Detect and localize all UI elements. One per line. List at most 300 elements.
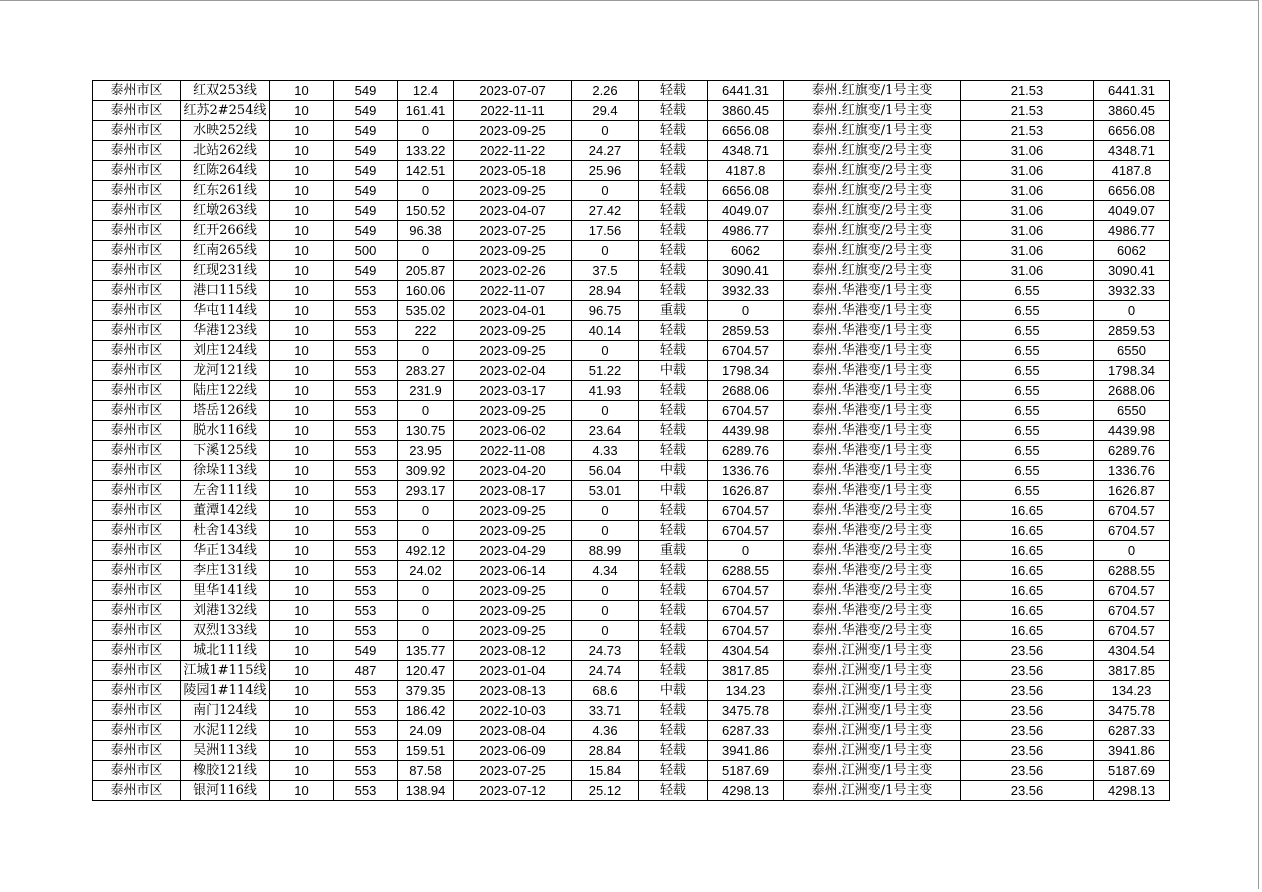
cell-status: 轻载: [639, 141, 708, 161]
cell-region: 泰州市区: [93, 361, 181, 381]
cell-region: 泰州市区: [93, 561, 181, 581]
cell-main-rate: 31.06: [961, 201, 1094, 221]
cell-load: 309.92: [398, 461, 454, 481]
cell-voltage: 10: [270, 361, 334, 381]
cell-available: 3860.45: [1094, 101, 1170, 121]
cell-region: 泰州市区: [93, 601, 181, 621]
cell-main-rate: 23.56: [961, 761, 1094, 781]
cell-region: 泰州市区: [93, 101, 181, 121]
table-row: [93, 341, 1170, 361]
table-row: [93, 581, 1170, 601]
table-row: [93, 141, 1170, 161]
cell-available: 6550: [1094, 401, 1170, 421]
cell-status: 重载: [639, 301, 708, 321]
cell-remaining: 1798.34: [708, 361, 784, 381]
cell-rate: 25.96: [572, 161, 639, 181]
cell-rate: 88.99: [572, 541, 639, 561]
cell-substation: 泰州.华港变/1号主变: [784, 281, 961, 301]
cell-available: 4298.13: [1094, 781, 1170, 801]
cell-available: 6704.57: [1094, 621, 1170, 641]
cell-remaining: 4348.71: [708, 141, 784, 161]
cell-main-rate: 23.56: [961, 641, 1094, 661]
cell-main-rate: 6.55: [961, 421, 1094, 441]
cell-capacity: 553: [334, 381, 398, 401]
cell-available: 3090.41: [1094, 261, 1170, 281]
cell-substation: 泰州.华港变/1号主变: [784, 381, 961, 401]
cell-line: 双烈133线: [181, 621, 270, 641]
cell-load: 87.58: [398, 761, 454, 781]
cell-rate: 29.4: [572, 101, 639, 121]
table-row: [93, 161, 1170, 181]
cell-main-rate: 23.56: [961, 721, 1094, 741]
table-row: [93, 461, 1170, 481]
cell-region: 泰州市区: [93, 181, 181, 201]
cell-remaining: 4187.8: [708, 161, 784, 181]
cell-status: 轻载: [639, 501, 708, 521]
cell-main-rate: 6.55: [961, 321, 1094, 341]
table-row: [93, 101, 1170, 121]
cell-remaining: 4298.13: [708, 781, 784, 801]
cell-load: 150.52: [398, 201, 454, 221]
cell-load: 0: [398, 621, 454, 641]
table-row: [93, 521, 1170, 541]
cell-substation: 泰州.红旗变/2号主变: [784, 241, 961, 261]
cell-remaining: 6062: [708, 241, 784, 261]
cell-status: 轻载: [639, 281, 708, 301]
cell-date: 2023-09-25: [454, 521, 572, 541]
cell-voltage: 10: [270, 161, 334, 181]
table-row: [93, 401, 1170, 421]
table-row: [93, 761, 1170, 781]
cell-voltage: 10: [270, 81, 334, 101]
cell-status: 轻载: [639, 621, 708, 641]
cell-remaining: 6704.57: [708, 501, 784, 521]
cell-remaining: 4304.54: [708, 641, 784, 661]
cell-load: 142.51: [398, 161, 454, 181]
cell-line: 水泥112线: [181, 721, 270, 741]
cell-capacity: 549: [334, 121, 398, 141]
cell-rate: 27.42: [572, 201, 639, 221]
cell-load: 186.42: [398, 701, 454, 721]
cell-region: 泰州市区: [93, 381, 181, 401]
cell-line: 银河116线: [181, 781, 270, 801]
cell-available: 134.23: [1094, 681, 1170, 701]
table-row: [93, 601, 1170, 621]
cell-voltage: 10: [270, 761, 334, 781]
cell-remaining: 0: [708, 301, 784, 321]
cell-main-rate: 21.53: [961, 81, 1094, 101]
cell-load: 96.38: [398, 221, 454, 241]
cell-capacity: 500: [334, 241, 398, 261]
cell-line: 橡胶121线: [181, 761, 270, 781]
cell-capacity: 549: [334, 81, 398, 101]
cell-region: 泰州市区: [93, 461, 181, 481]
cell-region: 泰州市区: [93, 501, 181, 521]
cell-date: 2023-04-29: [454, 541, 572, 561]
cell-remaining: 6704.57: [708, 521, 784, 541]
cell-rate: 2.26: [572, 81, 639, 101]
cell-voltage: 10: [270, 681, 334, 701]
cell-remaining: 5187.69: [708, 761, 784, 781]
cell-date: 2023-06-09: [454, 741, 572, 761]
cell-load: 0: [398, 581, 454, 601]
cell-line: 城北111线: [181, 641, 270, 661]
table-row: [93, 261, 1170, 281]
cell-substation: 泰州.华港变/2号主变: [784, 541, 961, 561]
cell-voltage: 10: [270, 321, 334, 341]
cell-available: 3817.85: [1094, 661, 1170, 681]
cell-capacity: 553: [334, 701, 398, 721]
cell-available: 6441.31: [1094, 81, 1170, 101]
cell-status: 中载: [639, 361, 708, 381]
cell-rate: 96.75: [572, 301, 639, 321]
cell-voltage: 10: [270, 581, 334, 601]
cell-region: 泰州市区: [93, 721, 181, 741]
cell-voltage: 10: [270, 121, 334, 141]
cell-remaining: 6704.57: [708, 601, 784, 621]
cell-line: 陵园1#114线: [181, 681, 270, 701]
cell-substation: 泰州.江洲变/1号主变: [784, 681, 961, 701]
cell-date: 2023-09-25: [454, 621, 572, 641]
cell-substation: 泰州.红旗变/2号主变: [784, 221, 961, 241]
cell-capacity: 549: [334, 221, 398, 241]
cell-main-rate: 6.55: [961, 381, 1094, 401]
cell-date: 2023-09-25: [454, 581, 572, 601]
cell-substation: 泰州.江洲变/1号主变: [784, 781, 961, 801]
cell-remaining: 3932.33: [708, 281, 784, 301]
cell-region: 泰州市区: [93, 741, 181, 761]
cell-rate: 23.64: [572, 421, 639, 441]
cell-voltage: 10: [270, 661, 334, 681]
cell-rate: 0: [572, 581, 639, 601]
cell-remaining: 3817.85: [708, 661, 784, 681]
cell-available: 6062: [1094, 241, 1170, 261]
table-row: [93, 741, 1170, 761]
cell-rate: 4.34: [572, 561, 639, 581]
cell-status: 中载: [639, 681, 708, 701]
cell-status: 轻载: [639, 781, 708, 801]
table-row: [93, 361, 1170, 381]
cell-substation: 泰州.江洲变/1号主变: [784, 641, 961, 661]
cell-rate: 0: [572, 501, 639, 521]
table-row: [93, 221, 1170, 241]
cell-substation: 泰州.华港变/1号主变: [784, 321, 961, 341]
cell-substation: 泰州.华港变/1号主变: [784, 481, 961, 501]
cell-substation: 泰州.华港变/1号主变: [784, 421, 961, 441]
cell-date: 2023-04-07: [454, 201, 572, 221]
cell-date: 2023-08-13: [454, 681, 572, 701]
cell-status: 轻载: [639, 521, 708, 541]
cell-rate: 56.04: [572, 461, 639, 481]
table-row: [93, 181, 1170, 201]
cell-date: 2022-10-03: [454, 701, 572, 721]
cell-capacity: 553: [334, 621, 398, 641]
cell-capacity: 553: [334, 281, 398, 301]
cell-load: 133.22: [398, 141, 454, 161]
cell-voltage: 10: [270, 501, 334, 521]
cell-line: 下溪125线: [181, 441, 270, 461]
cell-main-rate: 21.53: [961, 121, 1094, 141]
cell-status: 轻载: [639, 601, 708, 621]
table-row: [93, 621, 1170, 641]
cell-status: 重载: [639, 541, 708, 561]
cell-load: 379.35: [398, 681, 454, 701]
cell-date: 2023-09-25: [454, 321, 572, 341]
cell-load: 23.95: [398, 441, 454, 461]
cell-voltage: 10: [270, 181, 334, 201]
cell-voltage: 10: [270, 641, 334, 661]
cell-main-rate: 6.55: [961, 281, 1094, 301]
cell-main-rate: 23.56: [961, 741, 1094, 761]
cell-remaining: 1626.87: [708, 481, 784, 501]
cell-available: 1336.76: [1094, 461, 1170, 481]
cell-status: 轻载: [639, 241, 708, 261]
cell-rate: 15.84: [572, 761, 639, 781]
cell-status: 轻载: [639, 721, 708, 741]
cell-capacity: 553: [334, 481, 398, 501]
cell-region: 泰州市区: [93, 761, 181, 781]
cell-available: 1798.34: [1094, 361, 1170, 381]
cell-capacity: 553: [334, 301, 398, 321]
cell-rate: 0: [572, 621, 639, 641]
cell-status: 轻载: [639, 401, 708, 421]
cell-remaining: 6704.57: [708, 621, 784, 641]
cell-remaining: 6704.57: [708, 341, 784, 361]
cell-voltage: 10: [270, 341, 334, 361]
cell-line: 左舍111线: [181, 481, 270, 501]
cell-main-rate: 31.06: [961, 141, 1094, 161]
cell-load: 0: [398, 121, 454, 141]
cell-capacity: 553: [334, 761, 398, 781]
cell-line: 红双253线: [181, 81, 270, 101]
cell-substation: 泰州.红旗变/1号主变: [784, 81, 961, 101]
cell-rate: 51.22: [572, 361, 639, 381]
cell-main-rate: 31.06: [961, 261, 1094, 281]
cell-line: 红墩263线: [181, 201, 270, 221]
table-row: [93, 721, 1170, 741]
table-row: [93, 701, 1170, 721]
cell-status: 中载: [639, 461, 708, 481]
cell-substation: 泰州.华港变/1号主变: [784, 341, 961, 361]
cell-rate: 28.94: [572, 281, 639, 301]
cell-remaining: 6656.08: [708, 181, 784, 201]
cell-line: 南门124线: [181, 701, 270, 721]
cell-capacity: 553: [334, 441, 398, 461]
cell-load: 535.02: [398, 301, 454, 321]
cell-line: 红苏2#254线: [181, 101, 270, 121]
cell-status: 轻载: [639, 641, 708, 661]
cell-available: 2859.53: [1094, 321, 1170, 341]
cell-available: 6704.57: [1094, 521, 1170, 541]
cell-date: 2022-11-08: [454, 441, 572, 461]
cell-capacity: 553: [334, 361, 398, 381]
cell-substation: 泰州.华港变/1号主变: [784, 461, 961, 481]
cell-date: 2023-08-17: [454, 481, 572, 501]
table-row: [93, 481, 1170, 501]
cell-remaining: 6288.55: [708, 561, 784, 581]
cell-remaining: 1336.76: [708, 461, 784, 481]
cell-substation: 泰州.华港变/1号主变: [784, 401, 961, 421]
cell-capacity: 549: [334, 201, 398, 221]
cell-rate: 24.74: [572, 661, 639, 681]
cell-main-rate: 16.65: [961, 501, 1094, 521]
cell-available: 6704.57: [1094, 601, 1170, 621]
cell-capacity: 553: [334, 341, 398, 361]
cell-rate: 4.33: [572, 441, 639, 461]
cell-status: 轻载: [639, 561, 708, 581]
cell-voltage: 10: [270, 441, 334, 461]
cell-load: 130.75: [398, 421, 454, 441]
cell-load: 12.4: [398, 81, 454, 101]
cell-rate: 0: [572, 341, 639, 361]
cell-status: 轻载: [639, 341, 708, 361]
cell-voltage: 10: [270, 301, 334, 321]
cell-region: 泰州市区: [93, 701, 181, 721]
cell-load: 24.02: [398, 561, 454, 581]
cell-capacity: 549: [334, 181, 398, 201]
cell-capacity: 553: [334, 521, 398, 541]
table-row: [93, 781, 1170, 801]
cell-substation: 泰州.红旗变/2号主变: [784, 181, 961, 201]
cell-available: 4348.71: [1094, 141, 1170, 161]
cell-voltage: 10: [270, 601, 334, 621]
cell-available: 4986.77: [1094, 221, 1170, 241]
cell-substation: 泰州.华港变/1号主变: [784, 441, 961, 461]
cell-substation: 泰州.华港变/2号主变: [784, 621, 961, 641]
cell-load: 231.9: [398, 381, 454, 401]
cell-main-rate: 21.53: [961, 101, 1094, 121]
cell-line: 华屯114线: [181, 301, 270, 321]
cell-load: 222: [398, 321, 454, 341]
cell-substation: 泰州.红旗变/1号主变: [784, 101, 961, 121]
cell-load: 138.94: [398, 781, 454, 801]
cell-voltage: 10: [270, 421, 334, 441]
cell-region: 泰州市区: [93, 681, 181, 701]
cell-date: 2023-04-01: [454, 301, 572, 321]
cell-main-rate: 16.65: [961, 581, 1094, 601]
cell-remaining: 6289.76: [708, 441, 784, 461]
cell-rate: 53.01: [572, 481, 639, 501]
cell-capacity: 553: [334, 541, 398, 561]
cell-date: 2023-09-25: [454, 341, 572, 361]
cell-capacity: 549: [334, 641, 398, 661]
cell-voltage: 10: [270, 261, 334, 281]
cell-remaining: 4049.07: [708, 201, 784, 221]
cell-line: 红现231线: [181, 261, 270, 281]
cell-line: 董潭142线: [181, 501, 270, 521]
cell-line: 北站262线: [181, 141, 270, 161]
cell-remaining: 2688.06: [708, 381, 784, 401]
cell-region: 泰州市区: [93, 441, 181, 461]
cell-remaining: 3860.45: [708, 101, 784, 121]
cell-available: 6289.76: [1094, 441, 1170, 461]
cell-status: 轻载: [639, 101, 708, 121]
cell-load: 135.77: [398, 641, 454, 661]
cell-available: 0: [1094, 301, 1170, 321]
cell-line: 李庄131线: [181, 561, 270, 581]
cell-rate: 24.73: [572, 641, 639, 661]
cell-substation: 泰州.华港变/2号主变: [784, 581, 961, 601]
cell-remaining: 4986.77: [708, 221, 784, 241]
cell-rate: 25.12: [572, 781, 639, 801]
cell-voltage: 10: [270, 621, 334, 641]
cell-remaining: 6704.57: [708, 581, 784, 601]
cell-capacity: 553: [334, 461, 398, 481]
cell-capacity: 553: [334, 741, 398, 761]
cell-line: 水映252线: [181, 121, 270, 141]
cell-voltage: 10: [270, 381, 334, 401]
cell-voltage: 10: [270, 141, 334, 161]
cell-main-rate: 6.55: [961, 361, 1094, 381]
cell-region: 泰州市区: [93, 661, 181, 681]
cell-available: 4304.54: [1094, 641, 1170, 661]
cell-line: 塔岳126线: [181, 401, 270, 421]
cell-capacity: 549: [334, 101, 398, 121]
cell-status: 轻载: [639, 81, 708, 101]
cell-capacity: 487: [334, 661, 398, 681]
cell-substation: 泰州.红旗变/2号主变: [784, 141, 961, 161]
cell-voltage: 10: [270, 201, 334, 221]
cell-substation: 泰州.华港变/1号主变: [784, 301, 961, 321]
cell-remaining: 2859.53: [708, 321, 784, 341]
cell-substation: 泰州.江洲变/1号主变: [784, 701, 961, 721]
cell-voltage: 10: [270, 101, 334, 121]
cell-substation: 泰州.红旗变/2号主变: [784, 201, 961, 221]
cell-rate: 0: [572, 601, 639, 621]
cell-capacity: 553: [334, 321, 398, 341]
cell-capacity: 553: [334, 721, 398, 741]
cell-rate: 0: [572, 521, 639, 541]
cell-date: 2023-09-25: [454, 181, 572, 201]
cell-date: 2023-07-25: [454, 761, 572, 781]
cell-main-rate: 6.55: [961, 481, 1094, 501]
cell-line: 脱水116线: [181, 421, 270, 441]
cell-main-rate: 6.55: [961, 441, 1094, 461]
cell-substation: 泰州.江洲变/1号主变: [784, 761, 961, 781]
cell-available: 5187.69: [1094, 761, 1170, 781]
cell-date: 2023-09-25: [454, 401, 572, 421]
cell-voltage: 10: [270, 541, 334, 561]
cell-date: 2023-06-14: [454, 561, 572, 581]
cell-rate: 17.56: [572, 221, 639, 241]
cell-status: 轻载: [639, 121, 708, 141]
cell-available: 6704.57: [1094, 501, 1170, 521]
cell-date: 2023-07-25: [454, 221, 572, 241]
cell-main-rate: 16.65: [961, 521, 1094, 541]
cell-capacity: 553: [334, 421, 398, 441]
cell-region: 泰州市区: [93, 161, 181, 181]
cell-rate: 28.84: [572, 741, 639, 761]
cell-date: 2023-08-04: [454, 721, 572, 741]
cell-available: 2688.06: [1094, 381, 1170, 401]
cell-load: 205.87: [398, 261, 454, 281]
cell-line: 红开266线: [181, 221, 270, 241]
cell-substation: 泰州.红旗变/1号主变: [784, 121, 961, 141]
cell-rate: 68.6: [572, 681, 639, 701]
cell-load: 0: [398, 521, 454, 541]
cell-voltage: 10: [270, 521, 334, 541]
cell-date: 2023-09-25: [454, 241, 572, 261]
cell-rate: 0: [572, 241, 639, 261]
table-row: [93, 661, 1170, 681]
data-table: [92, 80, 1170, 801]
cell-rate: 37.5: [572, 261, 639, 281]
cell-region: 泰州市区: [93, 81, 181, 101]
cell-date: 2023-09-25: [454, 501, 572, 521]
cell-main-rate: 31.06: [961, 221, 1094, 241]
table-row: [93, 641, 1170, 661]
cell-date: 2023-09-25: [454, 601, 572, 621]
